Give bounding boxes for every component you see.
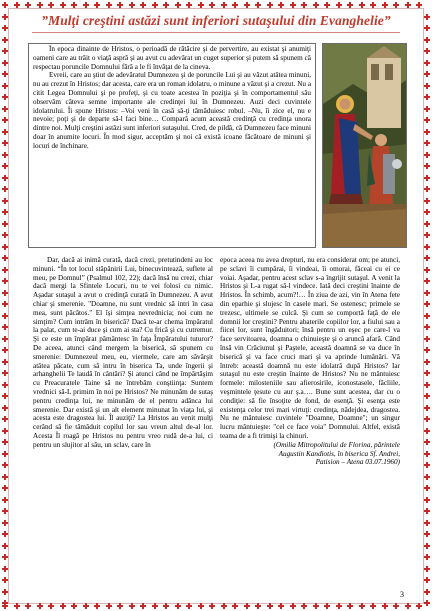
border-cross-icon: [209, 603, 215, 609]
border-cross-icon: [267, 2, 273, 8]
border-cross-icon: [2, 600, 8, 606]
border-cross-icon: [2, 221, 8, 227]
border-cross-icon: [2, 566, 8, 572]
intro-paragraph-1: În epoca dinainte de Hristos, o perioadă de rătăcire şi de pervertire, au existat şi anumiţi oameni care au trăit o viaţă aspră şi au avut cu adevărat un cuget superior şi putem să spunem că respectau poruncile Domnului fără a le fi învăţat de la cineva.: [33, 45, 311, 71]
border-cross-icon: [405, 603, 411, 609]
border-cross-icon: [232, 2, 238, 8]
signature-line-1: (Omilia Mitropolitului de Florina, părintele: [273, 440, 400, 449]
border-cross-icon: [424, 255, 430, 261]
border-cross-icon: [140, 2, 146, 8]
border-cross-icon: [37, 603, 43, 609]
border-cross-icon: [2, 313, 8, 319]
border-cross-icon: [424, 48, 430, 54]
border-cross-icon: [60, 2, 66, 8]
border-cross-icon: [278, 603, 284, 609]
border-cross-icon: [267, 603, 273, 609]
border-cross-icon: [424, 267, 430, 273]
border-cross-icon: [2, 244, 8, 250]
border-cross-icon: [2, 117, 8, 123]
border-cross-icon: [2, 393, 8, 399]
border-cross-icon: [2, 198, 8, 204]
border-cross-icon: [405, 2, 411, 8]
border-cross-icon: [129, 603, 135, 609]
border-cross-icon: [424, 451, 430, 457]
border-cross-icon: [71, 2, 77, 8]
border-cross-icon: [255, 603, 261, 609]
border-cross-icon: [347, 2, 353, 8]
border-cross-icon: [2, 152, 8, 158]
border-cross-icon: [424, 485, 430, 491]
border-cross-icon: [424, 531, 430, 537]
border-cross-icon: [2, 106, 8, 112]
border-cross-icon: [14, 2, 20, 8]
intro-paragraph-2: Evreii, care au ştiut de adevăratul Dumnezeu şi de poruncile Lui şi au văzut atâtea minuni, nu au crezut în Hristos; dar acesta, care era un roman idolatru, o minune a văzut şi a crezut. Nu a citit Legea Domnului şi pe profeţi, şi cu toate acestea în poziţia şi în comportamentul său observăm câteva semne importante ale credinţei lui în Dumnezeu. Auzi deci cuvintele idolatrului. Îi spune Hristos: –Voi veni în casă să-ţi tămăduiesc robul. –Nu, îi zice el, nu e nevoie; poţi şi de departe să-l faci bine… Compară acum această credinţă cu credinţa unora dintre noi. Mulţi creştini astăzi sunt inferiori sutaşului. Cred, de pildă, că Dumnezeu face minuni doar în anumite locuri. În mod sigur, acceptăm şi noi că există icoane făcătoare de minuni şi locuri de închinare.: [33, 71, 311, 150]
border-cross-icon: [2, 14, 8, 20]
title-underline: [32, 32, 400, 33]
border-cross-icon: [424, 508, 430, 514]
border-cross-icon: [416, 603, 422, 609]
border-cross-icon: [2, 163, 8, 169]
border-cross-icon: [2, 48, 8, 54]
border-cross-icon: [117, 2, 123, 8]
border-cross-icon: [2, 83, 8, 89]
border-cross-icon: [424, 462, 430, 468]
border-cross-icon: [359, 2, 365, 8]
border-cross-icon: [2, 543, 8, 549]
border-cross-icon: [424, 244, 430, 250]
border-cross-icon: [2, 129, 8, 135]
border-cross-icon: [94, 603, 100, 609]
border-cross-icon: [370, 603, 376, 609]
left-column-text: Dar, dacă ai inimă curată, dacă crezi, pretutindeni au loc minuni. “În tot locul stăpânirii Lui, binecuvintează, suflete al meu, pe Domnul” (Psalmul 102, 22); dacă însă nu crezi, chiar dacă mergi la Sfintele Locuri, nu te vei folosi cu nimic. Aşadar sutaşul a avut o credinţă curată în Dumnezeu. A avut chiar şi smerenie. "Doamne, nu sunt vrednic să intri în casa mea, sunt păcătos." El îşi simţea nevrednicia; noi cum ne simţim? Cum intrăm în biserică? Dacă te-ar chema împăratul la palat, cum te-ai duce şi cum ai sta? Cu frică şi cu cutremur. Şi ce este un împărat pământesc în faţa Împăratului tuturor? De aceea, atunci când mergem la biserică, să spunem cu smerenie: Dumnezeul meu, eu, viermele, care am săvârşit atâtea păcate, cum să intru în biserica Ta, unde îngerii şi arhanghelii Te laudă în cântări? Şi atunci când ne împărtăşim cu Preacuratele Taine să ne întrebăm conştiinţa: Suntem vrednici să-L primim în noi pe Hristos? Ne minunăm de sutaş pentru credinţa lui, ne minunăm de el pentru adânca lui smerenie. Dar există şi un alt element minunat în viaţa lui, şi acesta este dragostea lui. Îl auziţi? La Hristos au venit mulţi cerând să fie tămăduit copilul lor sau vreun altul de-al lor. Acesta Îl roagă pe Hristos nu pentru vreo rudă de-a lui, ci pentru un slujitor al său, un sclav, care în: [33, 256, 213, 449]
border-cross-icon: [2, 370, 8, 376]
border-cross-icon: [2, 520, 8, 526]
border-cross-icon: [2, 474, 8, 480]
border-cross-icon: [2, 382, 8, 388]
border-cross-icon: [313, 603, 319, 609]
border-cross-icon: [2, 186, 8, 192]
border-cross-icon: [324, 603, 330, 609]
border-cross-icon: [424, 209, 430, 215]
border-cross-icon: [2, 416, 8, 422]
border-cross-icon: [424, 198, 430, 204]
border-cross-icon: [117, 603, 123, 609]
border-cross-icon: [25, 603, 31, 609]
christ-healing-icon: [322, 43, 407, 248]
border-cross-icon: [424, 359, 430, 365]
right-column-text: epoca aceea nu avea drepturi, nu era considerat om; pe atunci, pe sclavi îi cumpărai, îi vindeai, îi omorai, făceai cu ei ce voiai. Aşadar, pentru acest sclav s-a îngrijit sutaşul. A venit la Hristos şi L-a rugat să-l vindece. Iată deci creştini înainte de Hristos. În schimb, acum?!… În ziua de azi, vin în Atena fete din eparhie şi slujesc în casele mari. Se ostenesc; primele se trezesc, ultimele se culcă. Şi cum se comportă faţă de ele domnii lor creştini? Pentru abaterile copiilor lor, a fiului sau a fiicei lor, sunt îngăduitori; însă pentru un eşec pe care-l va face servitoarea, doamna o chinuieşte şi o aruncă afară. Când însă vin Crăciunul şi Paştele, această doamnă se va duce în biserică şi va face cruci mari şi va aprinde lumânări. Vă întreb: această doamnă nu este idolatră după Hristos? Iar sutaşul nu este creştin înainte de Hristos? Nu ne mântuiesc formele: milosteniile sau afierosirile, iconostasele, făcliile, veşmintele ţesute cu aur ş.a…. Bune sunt acestea, dar cu o condiţie: să fie însoţite de fond, de esenţă. Şi esenţa este existenţa celor trei mari virtuţi: credinţa, nădejdea, dragostea. Nu ne mântuiesc cuvintele "Doamne, Doamne"; un singur lucru mântuieşte: "cel ce face voia" Domnului. Altfel, există teama de a fi trimişi la chinuri.: [220, 256, 400, 440]
border-cross-icon: [301, 2, 307, 8]
border-cross-icon: [424, 382, 430, 388]
border-cross-icon: [424, 94, 430, 100]
border-cross-icon: [424, 290, 430, 296]
border-cross-icon: [25, 2, 31, 8]
border-cross-icon: [424, 428, 430, 434]
border-cross-icon: [278, 2, 284, 8]
border-cross-icon: [2, 589, 8, 595]
border-cross-icon: [2, 347, 8, 353]
border-cross-icon: [424, 186, 430, 192]
border-cross-icon: [175, 603, 181, 609]
left-column: [33, 256, 213, 594]
border-cross-icon: [382, 603, 388, 609]
border-cross-icon: [424, 577, 430, 583]
border-cross-icon: [163, 603, 169, 609]
border-cross-icon: [424, 393, 430, 399]
border-cross-icon: [424, 405, 430, 411]
border-cross-icon: [2, 336, 8, 342]
border-cross-icon: [424, 600, 430, 606]
border-cross-icon: [424, 152, 430, 158]
border-cross-icon: [94, 2, 100, 8]
border-cross-icon: [83, 2, 89, 8]
border-cross-icon: [424, 313, 430, 319]
signature-line-2: Augustin Kandiotis, în biserica Sf. Andrei,: [278, 449, 400, 458]
border-cross-icon: [2, 554, 8, 560]
border-cross-icon: [424, 14, 430, 20]
border-cross-icon: [424, 71, 430, 77]
border-cross-icon: [2, 140, 8, 146]
border-cross-icon: [2, 60, 8, 66]
border-cross-icon: [244, 603, 250, 609]
border-cross-icon: [424, 60, 430, 66]
border-cross-icon: [2, 405, 8, 411]
border-cross-icon: [2, 267, 8, 273]
border-cross-icon: [424, 416, 430, 422]
border-cross-icon: [2, 497, 8, 503]
border-cross-icon: [2, 94, 8, 100]
border-cross-icon: [416, 2, 422, 8]
border-cross-icon: [2, 485, 8, 491]
border-cross-icon: [48, 2, 54, 8]
border-cross-icon: [301, 603, 307, 609]
border-cross-icon: [232, 603, 238, 609]
border-cross-icon: [2, 175, 8, 181]
border-cross-icon: [424, 566, 430, 572]
border-cross-icon: [129, 2, 135, 8]
border-cross-icon: [424, 370, 430, 376]
border-cross-icon: [2, 439, 8, 445]
border-cross-icon: [2, 25, 8, 31]
border-cross-icon: [2, 577, 8, 583]
border-cross-icon: [163, 2, 169, 8]
border-cross-icon: [424, 37, 430, 43]
border-cross-icon: [424, 324, 430, 330]
border-cross-icon: [382, 2, 388, 8]
border-cross-icon: [140, 603, 146, 609]
border-cross-icon: [2, 531, 8, 537]
border-cross-icon: [14, 603, 20, 609]
border-cross-icon: [186, 603, 192, 609]
border-cross-icon: [424, 474, 430, 480]
border-cross-icon: [2, 324, 8, 330]
border-cross-icon: [424, 554, 430, 560]
border-cross-icon: [2, 428, 8, 434]
border-cross-icon: [2, 301, 8, 307]
border-cross-icon: [2, 290, 8, 296]
border-cross-icon: [336, 603, 342, 609]
border-cross-icon: [290, 2, 296, 8]
border-cross-icon: [424, 163, 430, 169]
border-cross-icon: [393, 2, 399, 8]
border-cross-icon: [2, 232, 8, 238]
border-cross-icon: [175, 2, 181, 8]
border-cross-icon: [71, 603, 77, 609]
border-cross-icon: [424, 347, 430, 353]
border-cross-icon: [83, 603, 89, 609]
border-cross-icon: [424, 301, 430, 307]
border-cross-icon: [393, 603, 399, 609]
border-cross-icon: [60, 603, 66, 609]
border-cross-icon: [221, 603, 227, 609]
border-cross-icon: [424, 589, 430, 595]
border-cross-icon: [186, 2, 192, 8]
border-cross-icon: [2, 451, 8, 457]
border-cross-icon: [424, 278, 430, 284]
border-cross-icon: [2, 71, 8, 77]
border-cross-icon: [336, 2, 342, 8]
border-cross-icon: [244, 2, 250, 8]
border-cross-icon: [106, 2, 112, 8]
border-cross-icon: [359, 603, 365, 609]
border-cross-icon: [424, 497, 430, 503]
border-cross-icon: [2, 278, 8, 284]
border-cross-icon: [424, 221, 430, 227]
border-cross-icon: [37, 2, 43, 8]
signature-line-3: Patision – Atena 03.07.1960): [315, 458, 400, 467]
border-cross-icon: [2, 2, 8, 8]
border-cross-icon: [2, 255, 8, 261]
border-cross-icon: [424, 439, 430, 445]
border-cross-icon: [2, 508, 8, 514]
border-cross-icon: [370, 2, 376, 8]
border-cross-icon: [347, 603, 353, 609]
article-title: ”Mulţi creştini astăzi sunt inferiori sutaşului din Evanghelie”: [41, 13, 391, 28]
icon-painting: [323, 44, 407, 248]
border-cross-icon: [209, 2, 215, 8]
border-cross-icon: [424, 106, 430, 112]
border-cross-icon: [290, 603, 296, 609]
page-number: 3: [400, 590, 404, 599]
border-cross-icon: [424, 336, 430, 342]
border-cross-icon: [424, 129, 430, 135]
border-cross-icon: [2, 359, 8, 365]
border-cross-icon: [424, 520, 430, 526]
border-cross-icon: [424, 232, 430, 238]
right-column: [220, 256, 400, 594]
intro-text: [33, 45, 311, 245]
border-cross-icon: [48, 603, 54, 609]
border-cross-icon: [198, 603, 204, 609]
border-cross-icon: [424, 543, 430, 549]
border-cross-icon: [424, 83, 430, 89]
border-cross-icon: [424, 25, 430, 31]
border-cross-icon: [424, 117, 430, 123]
border-cross-icon: [424, 140, 430, 146]
border-cross-icon: [424, 175, 430, 181]
border-cross-icon: [198, 2, 204, 8]
border-cross-icon: [324, 2, 330, 8]
border-cross-icon: [2, 462, 8, 468]
border-cross-icon: [255, 2, 261, 8]
border-cross-icon: [313, 2, 319, 8]
border-cross-icon: [152, 2, 158, 8]
border-cross-icon: [152, 603, 158, 609]
border-cross-icon: [106, 603, 112, 609]
border-cross-icon: [2, 209, 8, 215]
border-cross-icon: [2, 37, 8, 43]
border-cross-icon: [221, 2, 227, 8]
